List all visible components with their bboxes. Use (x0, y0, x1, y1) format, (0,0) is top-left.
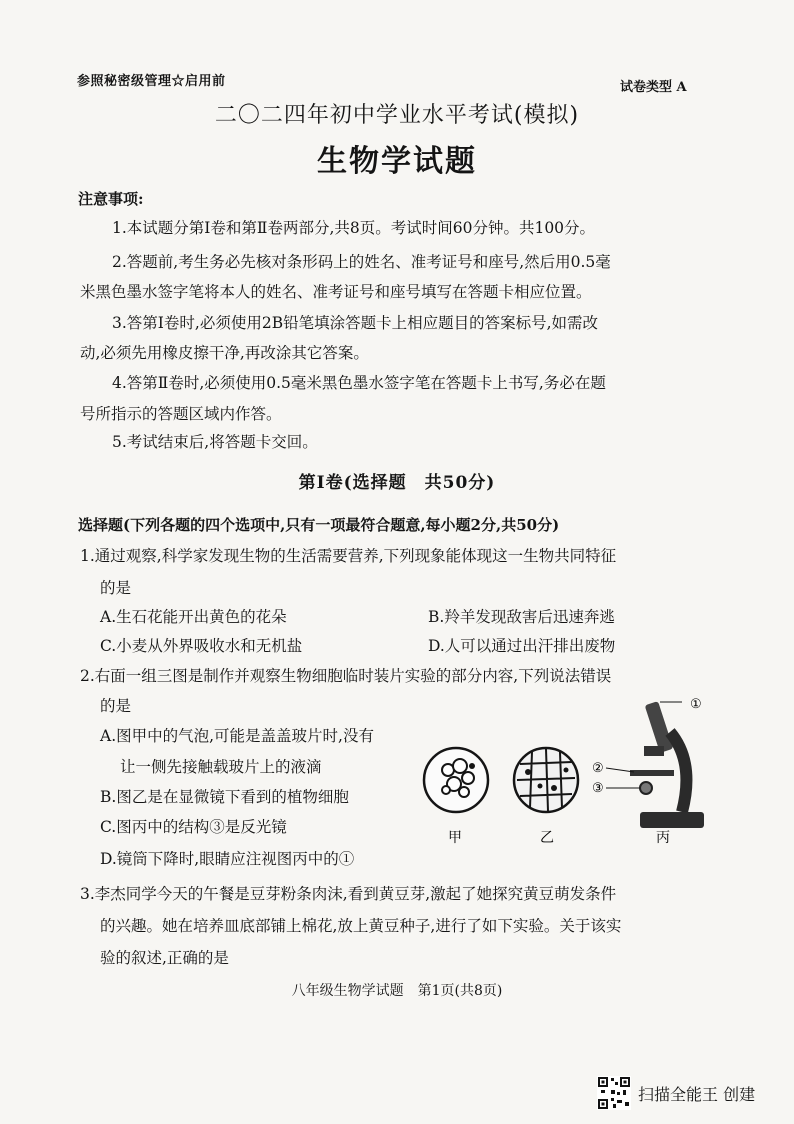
q2-stem-line1: 2.右面一组三图是制作并观察生物细胞临时装片实验的部分内容,下列说法错误 (80, 667, 612, 685)
q2-option-d: D.镜筒下降时,眼睛应注视图丙中的① (100, 850, 355, 868)
q3-stem-line2: 的兴趣。她在培养皿底部铺上棉花,放上黄豆种子,进行了如下实验。关于该实 (100, 917, 622, 935)
q2-option-a-line2: 让一侧先接触载玻片上的液滴 (120, 758, 322, 776)
notice-line-5: 动,必须先用橡皮擦干净,再改涂其它答案。 (80, 344, 369, 362)
paper-type: 试卷类型 A (620, 80, 687, 95)
marker-2: ② (592, 761, 604, 776)
section-instruction: 选择题(下列各题的四个选项中,只有一项最符合题意,每小题2分,共50分) (78, 516, 560, 534)
q1-option-c: C.小麦从外界吸收水和无机盐 (100, 637, 303, 655)
figure-jia (424, 748, 488, 812)
scanner-watermark: 扫描全能王 创建 (638, 1085, 756, 1104)
q1-stem-line2: 的是 (100, 579, 132, 597)
subject-title: 生物学试题 (317, 144, 477, 179)
marker-3: ③ (592, 781, 604, 796)
q2-option-c: C.图丙中的结构③是反光镜 (100, 818, 287, 836)
notice-line-8: 5.考试结束后,将答题卡交回。 (112, 433, 318, 451)
q3-stem-line3: 验的叙述,正确的是 (100, 949, 229, 967)
q2-option-b: B.图乙是在显微镜下看到的植物细胞 (100, 788, 349, 806)
notice-line-3: 米黑色墨水签字笔将本人的姓名、准考证号和座号填写在答题卡相应位置。 (80, 283, 592, 301)
notice-line-2: 2.答题前,考生务必先核对条形码上的姓名、准考证号和座号,然后用0.5毫 (112, 253, 611, 271)
q1-option-d: D.人可以通过出汗排出废物 (428, 637, 616, 655)
confidential-note: 参照秘密级管理☆启用前 (77, 74, 226, 89)
figure-yi (514, 748, 578, 812)
figure-bing-microscope (606, 701, 704, 828)
notice-line-7: 号所指示的答题区域内作答。 (80, 405, 282, 423)
q2-figure (420, 692, 720, 852)
marker-1: ① (690, 697, 702, 712)
notice-line-1: 1.本试题分第Ⅰ卷和第Ⅱ卷两部分,共8页。考试时间60分钟。共100分。 (112, 219, 596, 237)
notice-line-6: 4.答第Ⅱ卷时,必须使用0.5毫米黑色墨水签字笔在答题卡上书写,务必在题 (112, 374, 606, 392)
q3-stem-line1: 3.李杰同学今天的午餐是豆芽粉条肉沫,看到黄豆芽,激起了她探究黄豆萌发条件 (80, 885, 617, 903)
section-title: 第Ⅰ卷(选择题 共50分) (298, 473, 496, 493)
figure-label-bing: 丙 (656, 830, 670, 846)
notice-heading: 注意事项: (78, 190, 144, 208)
q1-option-a: A.生石花能开出黄色的花朵 (100, 608, 287, 626)
qr-code-icon (597, 1076, 631, 1110)
figure-label-jia: 甲 (448, 830, 462, 846)
q2-option-a-line1: A.图甲中的气泡,可能是盖盖玻片时,没有 (100, 727, 374, 745)
notice-line-4: 3.答第Ⅰ卷时,必须使用2B铅笔填涂答题卡上相应题目的答案标号,如需改 (112, 314, 599, 332)
page-footer: 八年级生物学试题 第1页(共8页) (291, 983, 503, 999)
q1-stem-line1: 1.通过观察,科学家发现生物的生活需要营养,下列现象能体现这一生物共同特征 (80, 547, 617, 565)
figure-label-yi: 乙 (540, 830, 554, 846)
q2-stem-line2: 的是 (100, 697, 132, 715)
q1-option-b: B.羚羊发现敌害后迅速奔逃 (428, 608, 615, 626)
exam-title: 二〇二四年初中学业水平考试(模拟) (214, 103, 580, 128)
